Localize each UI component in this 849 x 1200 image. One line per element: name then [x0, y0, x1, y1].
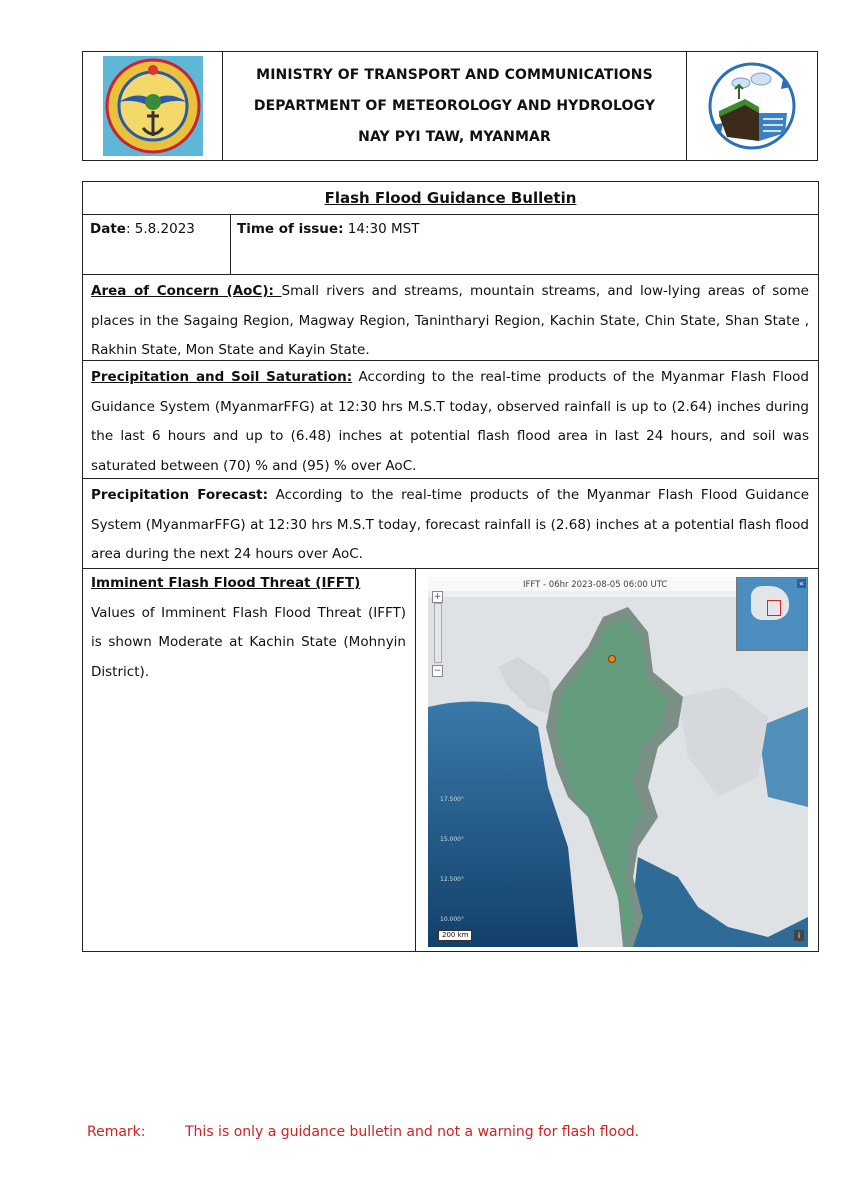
- zoom-slider[interactable]: [434, 603, 442, 663]
- ifft-text: Values of Imminent Flash Flood Threat (IFFT) is shown Moderate at Kachin State (Mohnyin District).: [91, 604, 406, 680]
- forecast-text: According to the real-time products of the Myanmar Flash Flood Guidance System (MyanmarFFG) at 12:30 hrs M.S.T today, forecast rainfall is (2.68) inches at a potential flash flood area during the next 24 hours over AoC.: [91, 487, 810, 562]
- precipitation-forecast: [83, 479, 818, 569]
- date-time-row: [83, 215, 818, 275]
- ifft-map-cell: [416, 569, 818, 951]
- precip-text: According to the real-time products of the Myanmar Flash Flood Guidance System (MyanmarFFG) at 12:30 hrs M.S.T today, observed rainfall is up to (2.64) inches during the last 6 hours and up to (6.48) inches at potential flash flood area in last 24 hours, and soil was saturated between (70) % and (95) % over AoC.: [91, 369, 809, 474]
- ministry-name: MINISTRY OF TRANSPORT AND COMMUNICATIONS: [256, 66, 653, 83]
- letterhead: [82, 51, 818, 161]
- bulletin-table: [82, 181, 819, 952]
- lat-label-2: 15.000°: [440, 836, 464, 843]
- ifft-section: [83, 569, 818, 951]
- collapse-overview-button[interactable]: «: [797, 579, 806, 588]
- overview-map[interactable]: [736, 577, 808, 651]
- precipitation-soil-saturation: [83, 361, 818, 479]
- remark: [87, 1124, 639, 1140]
- ifft-description: [83, 569, 416, 951]
- zoom-out-button[interactable]: −: [433, 666, 442, 676]
- remark-text: This is only a guidance bulletin and not a warning for flash flood.: [185, 1124, 640, 1140]
- scale-bar: 200 km: [438, 930, 472, 941]
- aoc-text: Small rivers and streams, mountain streams, and low-lying areas of some places in the Sagaing Region, Magway Region, Tanintharyi Region, Kachin State, Chin State, Shan State , Rakhin State, Mon State and Kayin State.: [91, 283, 809, 358]
- map-header-text: IFFT - 06hr 2023-08-05 06:00 UTC: [523, 580, 668, 590]
- ministry-emblem-icon: [103, 56, 203, 156]
- lat-label-3: 12.500°: [440, 876, 464, 883]
- aoc-label: Area of Concern (AoC):: [91, 283, 282, 299]
- time-cell: [231, 215, 818, 274]
- remark-label: Remark:: [87, 1124, 146, 1140]
- date-label: Date: [90, 221, 126, 237]
- ifft-label: Imminent Flash Flood Threat (IFFT): [91, 575, 361, 591]
- overview-extent-box: [767, 600, 781, 616]
- area-of-concern: [83, 275, 818, 361]
- location-name: NAY PYI TAW, MYANMAR: [358, 128, 551, 145]
- time-label: Time of issue:: [237, 221, 344, 237]
- time-value: 14:30 MST: [343, 221, 420, 237]
- ministry-title: [223, 52, 686, 160]
- ministry-logo-cell: [83, 52, 223, 160]
- precip-label: Precipitation and Soil Saturation:: [91, 369, 353, 385]
- date-value: : 5.8.2023: [125, 221, 195, 237]
- zoom-in-button[interactable]: +: [433, 592, 442, 602]
- date-cell: [83, 215, 231, 274]
- forecast-label: Precipitation Forecast:: [91, 487, 268, 503]
- ifft-map[interactable]: [428, 577, 808, 947]
- bulletin-title: Flash Flood Guidance Bulletin: [83, 182, 818, 215]
- lat-label-1: 17.500°: [440, 796, 464, 803]
- dmh-logo-cell: [686, 52, 817, 160]
- department-name: DEPARTMENT OF METEOROLOGY AND HYDROLOGY: [253, 97, 656, 114]
- info-button[interactable]: i: [794, 930, 804, 941]
- lat-label-4: 10.000°: [440, 916, 464, 923]
- hydrology-cycle-icon: [705, 59, 799, 153]
